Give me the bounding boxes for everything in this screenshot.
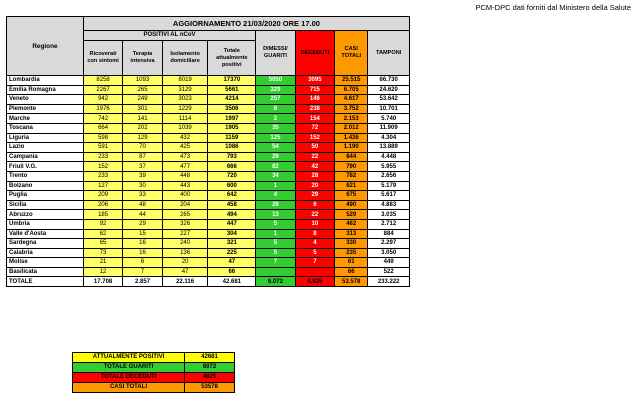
- header-terapia: Terapia intensiva: [123, 41, 162, 76]
- row-ricoverati: 233: [83, 171, 122, 181]
- row-casi: 330: [335, 239, 368, 249]
- totals-ricoverati: 17.708: [83, 277, 122, 287]
- row-terapia: 39: [123, 171, 162, 181]
- row-terapia: 29: [123, 219, 162, 229]
- row-region: Basilicata: [7, 267, 84, 277]
- row-tamponi: 522: [368, 267, 410, 277]
- totals-tamponi: 233.222: [368, 277, 410, 287]
- covid-data-table: [6, 16, 410, 287]
- row-tamponi: 2.712: [368, 219, 410, 229]
- row-ricoverati: 92: [83, 219, 122, 229]
- row-tamponi: 3.050: [368, 248, 410, 258]
- row-region: Molise: [7, 258, 84, 268]
- row-tamponi: 5.740: [368, 114, 410, 124]
- row-casi: 621: [335, 181, 368, 191]
- table-row: [7, 258, 410, 268]
- row-deceduti: 22: [295, 152, 334, 162]
- row-ricoverati: 591: [83, 143, 122, 153]
- row-casi: 66: [335, 267, 368, 277]
- row-dimessi: 5: [256, 239, 295, 249]
- row-terapia: 249: [123, 95, 162, 105]
- row-isolamento: 473: [162, 152, 208, 162]
- row-terapia: 265: [123, 85, 162, 95]
- row-tamponi: 449: [368, 258, 410, 268]
- row-isolamento: 20: [162, 258, 208, 268]
- row-region: Sicilia: [7, 200, 84, 210]
- row-isolamento: 1114: [162, 114, 208, 124]
- row-ricoverati: 2267: [83, 85, 122, 95]
- row-totale-positivi: 642: [208, 191, 256, 201]
- table-row: [7, 85, 410, 95]
- row-deceduti: 715: [295, 85, 334, 95]
- row-dimessi: 4: [256, 191, 295, 201]
- row-dimessi: [256, 267, 295, 277]
- summary-value: 53578: [185, 383, 235, 393]
- row-dimessi: 8: [256, 104, 295, 114]
- totals-deceduti: 4.825: [295, 277, 334, 287]
- row-deceduti: 8: [295, 229, 334, 239]
- totals-label: TOTALE: [7, 277, 84, 287]
- row-tamponi: 4.304: [368, 133, 410, 143]
- totals-terapia: 2.857: [123, 277, 162, 287]
- row-isolamento: 477: [162, 162, 208, 172]
- table-row: [7, 267, 410, 277]
- row-terapia: 16: [123, 239, 162, 249]
- row-ricoverati: 664: [83, 123, 122, 133]
- summary-value: 42681: [185, 353, 235, 363]
- table-row: [7, 143, 410, 153]
- summary-row-guariti: [73, 363, 235, 373]
- header-totale-positivi: Totale attualmente positivi: [208, 41, 256, 76]
- row-casi: 1.436: [335, 133, 368, 143]
- header-positivi-group: POSITIVI AL nCoV: [83, 31, 255, 41]
- row-terapia: 1093: [123, 76, 162, 86]
- table-row: [7, 162, 410, 172]
- row-ricoverati: 598: [83, 133, 122, 143]
- row-casi: 61: [335, 258, 368, 268]
- row-deceduti: 6: [295, 200, 334, 210]
- row-ricoverati: 942: [83, 95, 122, 105]
- row-totale-positivi: 47: [208, 258, 256, 268]
- row-casi: 313: [335, 229, 368, 239]
- header-deceduti: DECEDUTI: [295, 31, 334, 76]
- row-dimessi: 2: [256, 114, 295, 124]
- table-row: [7, 76, 410, 86]
- row-region: Emilia Romagna: [7, 85, 84, 95]
- row-deceduti: 3095: [295, 76, 334, 86]
- totals-isolamento: 22.116: [162, 277, 208, 287]
- row-totale-positivi: 4214: [208, 95, 256, 105]
- row-ricoverati: 73: [83, 248, 122, 258]
- row-tamponi: 10.701: [368, 104, 410, 114]
- row-ricoverati: 62: [83, 229, 122, 239]
- row-dimessi: 329: [256, 85, 295, 95]
- row-terapia: 33: [123, 191, 162, 201]
- table-body: [7, 76, 410, 277]
- row-dimessi: 54: [256, 143, 295, 153]
- totals-positivi: 42.681: [208, 277, 256, 287]
- row-isolamento: 265: [162, 210, 208, 220]
- row-isolamento: 3129: [162, 85, 208, 95]
- row-totale-positivi: 1905: [208, 123, 256, 133]
- row-isolamento: 8019: [162, 76, 208, 86]
- row-deceduti: 72: [295, 123, 334, 133]
- row-region: Lombardia: [7, 76, 84, 86]
- row-terapia: 37: [123, 162, 162, 172]
- row-casi: 3.752: [335, 104, 368, 114]
- row-tamponi: 5.179: [368, 181, 410, 191]
- row-tamponi: 2.656: [368, 171, 410, 181]
- header-region: Regione: [7, 17, 84, 76]
- row-totale-positivi: 447: [208, 219, 256, 229]
- row-isolamento: 240: [162, 239, 208, 249]
- row-casi: 2.012: [335, 123, 368, 133]
- row-totale-positivi: 1997: [208, 114, 256, 124]
- row-ricoverati: 233: [83, 152, 122, 162]
- row-terapia: 6: [123, 258, 162, 268]
- row-totale-positivi: 720: [208, 171, 256, 181]
- table-row: [7, 171, 410, 181]
- row-casi: 790: [335, 162, 368, 172]
- row-tamponi: 66.730: [368, 76, 410, 86]
- row-totale-positivi: 600: [208, 181, 256, 191]
- row-totale-positivi: 225: [208, 248, 256, 258]
- summary-row-casi: [73, 383, 235, 393]
- row-tamponi: 24.620: [368, 85, 410, 95]
- table-row: [7, 239, 410, 249]
- row-terapia: 129: [123, 133, 162, 143]
- row-terapia: 70: [123, 143, 162, 153]
- row-casi: 235: [335, 248, 368, 258]
- row-tamponi: 11.909: [368, 123, 410, 133]
- row-deceduti: 4: [295, 239, 334, 249]
- row-terapia: 15: [123, 229, 162, 239]
- row-terapia: 202: [123, 123, 162, 133]
- row-ricoverati: 21: [83, 258, 122, 268]
- row-region: Friuli V.G.: [7, 162, 84, 172]
- row-totale-positivi: 321: [208, 239, 256, 249]
- row-casi: 462: [335, 219, 368, 229]
- row-isolamento: 3023: [162, 95, 208, 105]
- row-isolamento: 432: [162, 133, 208, 143]
- row-isolamento: 448: [162, 171, 208, 181]
- header-ricoverati: Ricoverati con sintomi: [83, 41, 122, 76]
- row-ricoverati: 1976: [83, 104, 122, 114]
- row-deceduti: 7: [295, 258, 334, 268]
- summary-label: TOTALE GUARITI: [73, 363, 185, 373]
- row-dimessi: 13: [256, 210, 295, 220]
- row-deceduti: 5: [295, 248, 334, 258]
- table-row: [7, 248, 410, 258]
- row-casi: 782: [335, 171, 368, 181]
- row-dimessi: 1: [256, 229, 295, 239]
- table-title: AGGIORNAMENTO 21/03/2020 ORE 17.00: [83, 17, 409, 31]
- summary-row-positivi: [73, 353, 235, 363]
- row-totale-positivi: 1086: [208, 143, 256, 153]
- row-region: Umbria: [7, 219, 84, 229]
- row-isolamento: 400: [162, 191, 208, 201]
- row-deceduti: 238: [295, 104, 334, 114]
- row-region: Toscana: [7, 123, 84, 133]
- row-casi: 2.153: [335, 114, 368, 124]
- row-ricoverati: 152: [83, 162, 122, 172]
- row-dimessi: 125: [256, 133, 295, 143]
- row-tamponi: 3.035: [368, 210, 410, 220]
- row-dimessi: 26: [256, 200, 295, 210]
- row-dimessi: 82: [256, 162, 295, 172]
- row-deceduti: 50: [295, 143, 334, 153]
- row-ricoverati: 65: [83, 239, 122, 249]
- row-region: Marche: [7, 114, 84, 124]
- row-tamponi: 5.955: [368, 162, 410, 172]
- row-totale-positivi: 5661: [208, 85, 256, 95]
- row-region: Bolzano: [7, 181, 84, 191]
- table-row: [7, 191, 410, 201]
- row-isolamento: 47: [162, 267, 208, 277]
- row-dimessi: 7: [256, 258, 295, 268]
- source-note: PCM-DPC dati forniti dal Ministero della Salute: [475, 3, 631, 12]
- table-row: [7, 123, 410, 133]
- row-casi: 675: [335, 191, 368, 201]
- row-region: Sardegna: [7, 239, 84, 249]
- header-dimessi: DIMESSI/ GUARITI: [256, 31, 295, 76]
- row-region: Abruzzo: [7, 210, 84, 220]
- row-casi: 4.617: [335, 95, 368, 105]
- row-isolamento: 1229: [162, 104, 208, 114]
- table-row: [7, 152, 410, 162]
- row-tamponi: 5.617: [368, 191, 410, 201]
- row-ricoverati: 209: [83, 191, 122, 201]
- totals-row: [7, 277, 410, 287]
- row-terapia: 141: [123, 114, 162, 124]
- header-isolamento: Isolamento domiciliare: [162, 41, 208, 76]
- row-region: Calabria: [7, 248, 84, 258]
- row-deceduti: 146: [295, 95, 334, 105]
- row-deceduti: 152: [295, 133, 334, 143]
- row-casi: 1.190: [335, 143, 368, 153]
- row-casi: 844: [335, 152, 368, 162]
- row-totale-positivi: 66: [208, 267, 256, 277]
- row-totale-positivi: 494: [208, 210, 256, 220]
- row-deceduti: [295, 267, 334, 277]
- row-terapia: 16: [123, 248, 162, 258]
- row-ricoverati: 206: [83, 200, 122, 210]
- row-dimessi: 5: [256, 248, 295, 258]
- row-dimessi: 5: [256, 219, 295, 229]
- row-terapia: 30: [123, 181, 162, 191]
- row-terapia: 301: [123, 104, 162, 114]
- row-isolamento: 443: [162, 181, 208, 191]
- totals-dimessi: 6.072: [256, 277, 295, 287]
- row-totale-positivi: 793: [208, 152, 256, 162]
- header-casi: CASI TOTALI: [335, 31, 368, 76]
- row-isolamento: 425: [162, 143, 208, 153]
- row-dimessi: 5050: [256, 76, 295, 86]
- row-ricoverati: 742: [83, 114, 122, 124]
- row-terapia: 44: [123, 210, 162, 220]
- row-deceduti: 10: [295, 219, 334, 229]
- row-casi: 6.705: [335, 85, 368, 95]
- row-totale-positivi: 304: [208, 229, 256, 239]
- row-isolamento: 227: [162, 229, 208, 239]
- row-deceduti: 154: [295, 114, 334, 124]
- row-region: Veneto: [7, 95, 84, 105]
- row-dimessi: 257: [256, 95, 295, 105]
- row-tamponi: 884: [368, 229, 410, 239]
- table-row: [7, 181, 410, 191]
- row-region: Lazio: [7, 143, 84, 153]
- row-deceduti: 29: [295, 191, 334, 201]
- table-row: [7, 104, 410, 114]
- row-casi: 490: [335, 200, 368, 210]
- summary-value: 6072: [185, 363, 235, 373]
- row-ricoverati: 8258: [83, 76, 122, 86]
- row-region: Puglia: [7, 191, 84, 201]
- table-row: [7, 219, 410, 229]
- row-region: Valle d'Aosta: [7, 229, 84, 239]
- row-region: Piemonte: [7, 104, 84, 114]
- row-isolamento: 204: [162, 200, 208, 210]
- row-tamponi: 4.883: [368, 200, 410, 210]
- row-casi: 529: [335, 210, 368, 220]
- row-tamponi: 4.448: [368, 152, 410, 162]
- row-ricoverati: 185: [83, 210, 122, 220]
- table-row: [7, 133, 410, 143]
- row-casi: 25.515: [335, 76, 368, 86]
- row-deceduti: 20: [295, 181, 334, 191]
- summary-label: TOTALE DECEDUTI: [73, 373, 185, 383]
- row-terapia: 87: [123, 152, 162, 162]
- summary-row-deceduti: [73, 373, 235, 383]
- row-deceduti: 22: [295, 210, 334, 220]
- row-totale-positivi: 458: [208, 200, 256, 210]
- row-tamponi: 13.889: [368, 143, 410, 153]
- table-row: [7, 210, 410, 220]
- row-region: Trento: [7, 171, 84, 181]
- totals-casi: 53.578: [335, 277, 368, 287]
- row-terapia: 48: [123, 200, 162, 210]
- row-dimessi: 1: [256, 181, 295, 191]
- row-isolamento: 326: [162, 219, 208, 229]
- row-dimessi: 35: [256, 123, 295, 133]
- header-tamponi: TAMPONI: [368, 31, 410, 76]
- row-isolamento: 136: [162, 248, 208, 258]
- row-totale-positivi: 1159: [208, 133, 256, 143]
- row-isolamento: 1039: [162, 123, 208, 133]
- summary-table: [72, 352, 235, 393]
- row-ricoverati: 127: [83, 181, 122, 191]
- row-region: Campania: [7, 152, 84, 162]
- summary-label: ATTUALMENTE POSITIVI: [73, 353, 185, 363]
- row-deceduti: 42: [295, 162, 334, 172]
- row-totale-positivi: 17370: [208, 76, 256, 86]
- summary-label: CASI TOTALI: [73, 383, 185, 393]
- row-totale-positivi: 666: [208, 162, 256, 172]
- row-dimessi: 29: [256, 152, 295, 162]
- table-row: [7, 114, 410, 124]
- row-region: Liguria: [7, 133, 84, 143]
- summary-value: 4825: [185, 373, 235, 383]
- row-totale-positivi: 3506: [208, 104, 256, 114]
- row-ricoverati: 12: [83, 267, 122, 277]
- row-dimessi: 34: [256, 171, 295, 181]
- table-row: [7, 200, 410, 210]
- table-row: [7, 229, 410, 239]
- table-row: [7, 95, 410, 105]
- row-terapia: 7: [123, 267, 162, 277]
- row-tamponi: 2.297: [368, 239, 410, 249]
- row-tamponi: 53.642: [368, 95, 410, 105]
- row-deceduti: 28: [295, 171, 334, 181]
